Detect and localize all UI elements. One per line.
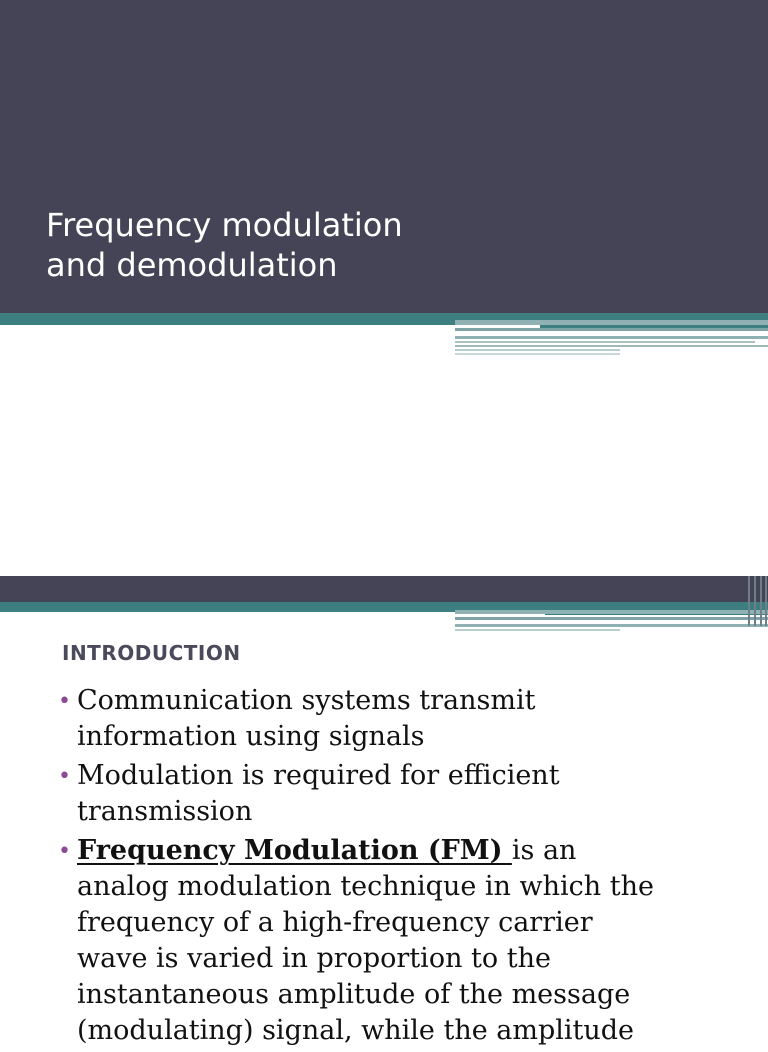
bullet-text-line: Modulation is required for efficient [77, 760, 560, 791]
bullet-icon: • [58, 689, 71, 714]
light-accent-line [455, 610, 768, 614]
light-accent-line [455, 345, 768, 347]
introduction-slide [0, 576, 768, 1046]
bullet-text-fragment: is an [511, 835, 577, 866]
list-item [58, 683, 748, 755]
light-accent-line [455, 353, 620, 355]
light-accent-line [455, 320, 768, 325]
light-accent-line [455, 341, 755, 343]
bullet-list [58, 683, 748, 1052]
accent-line [455, 328, 768, 331]
slide-title [46, 205, 466, 285]
slide-title-line-1: Frequency modulation [46, 206, 403, 244]
bullet-text-line: analog modulation technique in which the [77, 871, 654, 902]
bullet-icon: • [58, 764, 71, 789]
bullet-text-line: Communication systems transmit [77, 685, 536, 716]
key-term: Frequency Modulation (FM) [77, 835, 512, 866]
list-item [58, 833, 748, 1049]
bullet-icon: • [58, 839, 71, 864]
bullet-text-line [77, 833, 748, 869]
white-accent-line [620, 621, 712, 623]
white-accent-line [620, 332, 712, 334]
intro-header-band [0, 576, 768, 602]
light-accent-line [455, 349, 620, 351]
slide-title-line-2: and demodulation [46, 246, 338, 284]
bullet-text-line: frequency of a high-frequency carrier [77, 907, 593, 938]
vertical-accent-stripe [754, 576, 756, 626]
bullet-text-line: (modulating) signal, while the amplitude [77, 1015, 635, 1046]
light-accent-line [455, 629, 620, 631]
bullet-text-line: transmission [77, 796, 253, 827]
vertical-accent-stripe [748, 576, 750, 626]
accent-line [455, 617, 768, 620]
bullet-text-line: information using signals [77, 721, 425, 752]
light-accent-line [455, 336, 768, 339]
vertical-accent-stripe [765, 576, 767, 626]
bullet-text-line: wave is varied in proportion to the [77, 943, 551, 974]
vertical-accent-stripe [760, 576, 762, 626]
bullet-text-line: instantaneous amplitude of the message [77, 979, 631, 1010]
list-item [58, 758, 748, 830]
light-accent-line [455, 624, 768, 627]
section-heading: INTRODUCTION [62, 641, 241, 665]
